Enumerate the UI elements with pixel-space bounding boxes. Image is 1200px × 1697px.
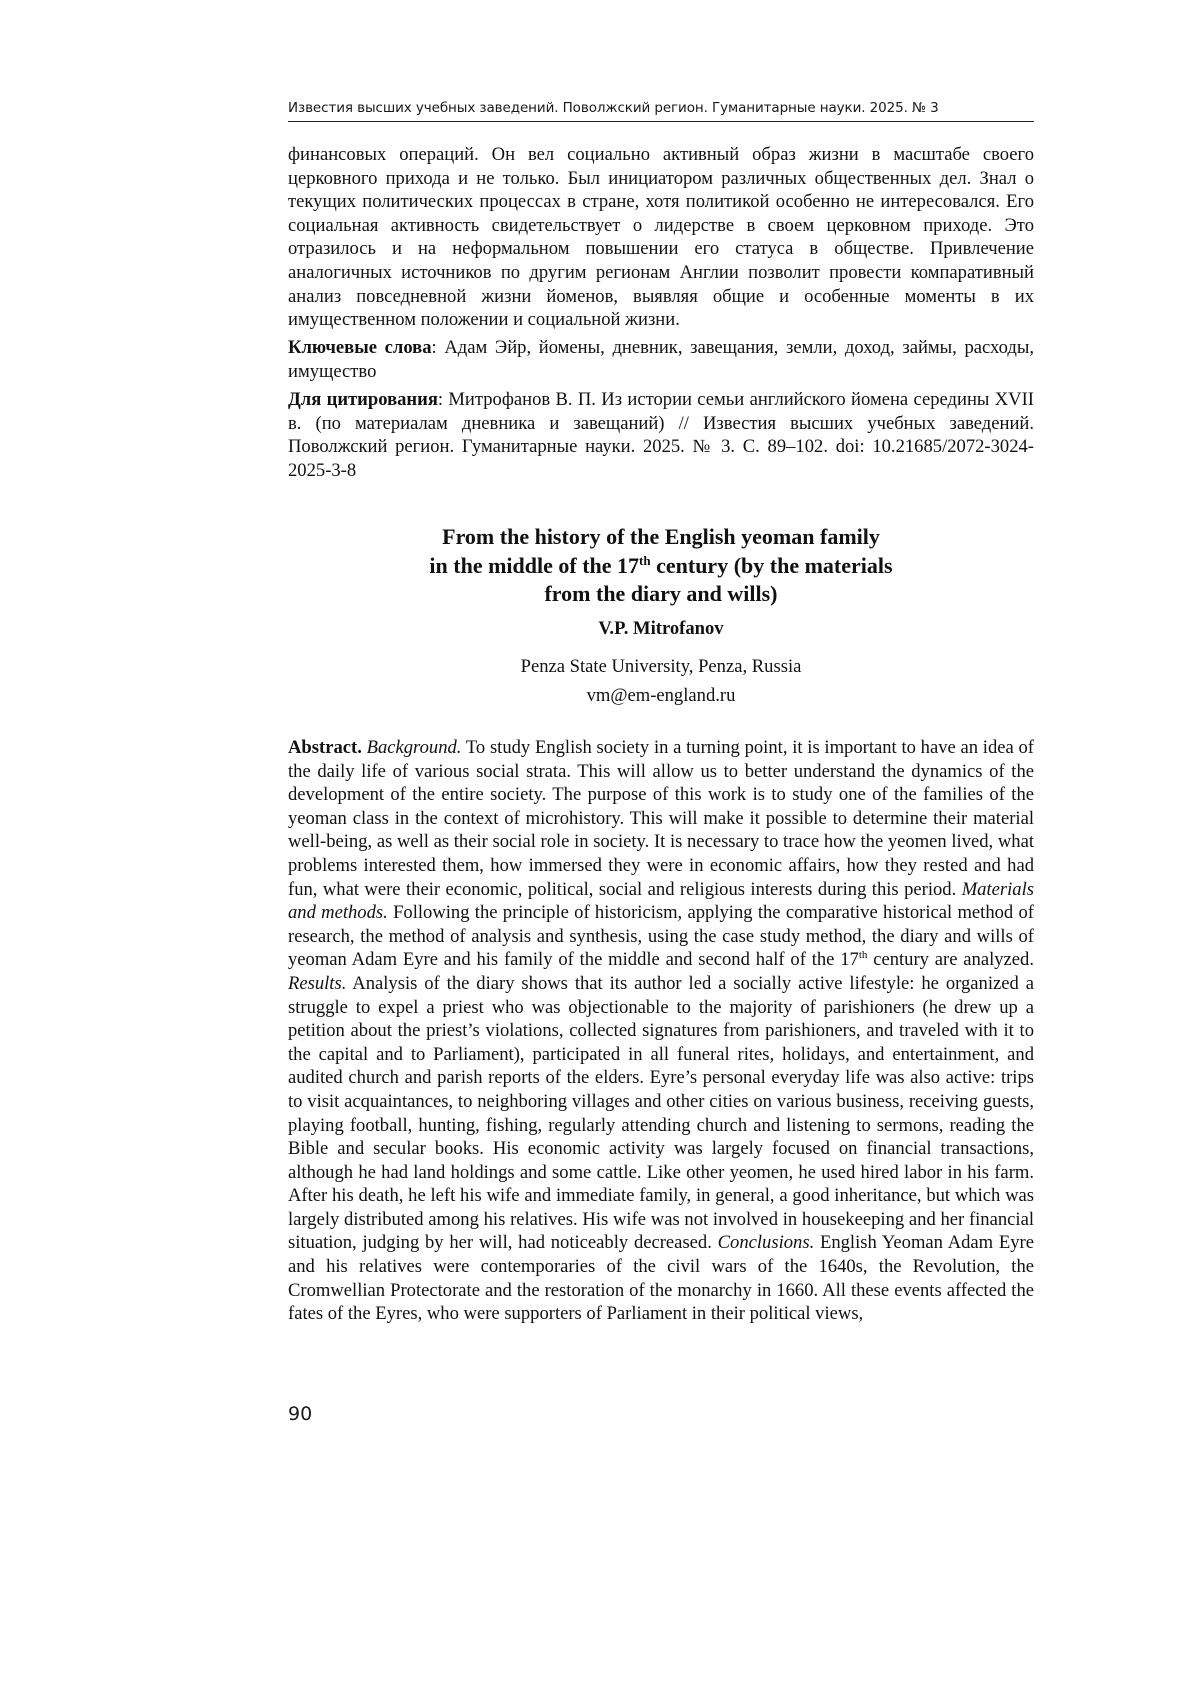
title-line-1: From the history of the English yeoman family [442,524,880,549]
background-label: Background. [366,737,462,758]
abstract-label: Abstract. [288,737,362,758]
author-email: vm@em-england.ru [586,685,736,706]
english-abstract [288,736,1034,1326]
article-title [288,523,1034,609]
title-line-2-start: in the middle of the 17 [429,552,640,578]
citation-label: Для цитирования [288,389,438,410]
author-affiliation-block [288,652,1034,710]
title-superscript: th [639,552,651,568]
methods-text-end: century are analyzed. [867,949,1034,971]
background-text: To study English society in a turning point, it is important to have an idea of the daily life of various social strata. This will allow us to better understand the dynamics of the development of the entire society. The purpose of this work is to study one of the families of the yeoman class in the context of microhistory. This will make it possible to determine their material well-being, as well as their social role in society. It is necessary to trace how the yeomen lived, what problems interested them, how immersed they were in economic affairs, how they rested and had fun, what were their economic, political, social and religious interests during this period. [288,737,1034,900]
affiliation: Penza State University, Penza, Russia [520,656,802,677]
methods-superscript: th [858,949,868,962]
title-line-3: from the diary and wills) [544,581,778,606]
conclusions-label: Conclusions. [717,1232,815,1254]
running-head: Известия высших учебных заведений. Поволжский регион. Гуманитарные науки. 2025. № 3 [288,100,1034,122]
citation-text: : Митрофанов В. П. Из истории семьи английского йомена середины XVII в. (по материалам дневника и завещаний) // Известия высших учебных заведений. Поволжский регион. Гуманитарные науки. 2025. № 3. С. 89–102. doi: 10.21685/2072-3024-2025-3-8 [288,389,1034,481]
title-line-2 [288,552,1034,581]
results-label: Results. [288,972,347,994]
russian-abstract-conclusion [288,143,1034,332]
title-line-2-end: century (by the materials [650,552,893,578]
conclusions-text: English Yeoman Adam Eyre and his relatives were contemporaries of the civil wars of the 1640s, the Revolution, the Cromwellian Protectorate and the restoration of the monarchy in 1660. All these events affected the fates of the Eyres, who were supporters of Parliament in their political views, [288,1232,1034,1325]
keywords-label: Ключевые слова [288,337,432,358]
methods-text: Following the principle of historicism, applying the comparative historical method of research, the method of analysis and synthesis, using the case study method, the diary and wills of yeoman Adam Eyre and his family of the middle and second half of the 17 [288,902,1034,971]
page-number: 90 [288,1403,313,1425]
keywords-text: : Адам Эйр, йомены, дневник, завещания, земли, доход, займы, расходы, имущество [288,337,1034,382]
russian-paragraph: финансовых операций. Он вел социально активный образ жизни в масштабе своего церковного прихода и не только. Был инициатором различных общественных дел. Знал о текущих политических процессах в стране, хотя политикой особенно не интересовался. Его социальная активность свидетельствует о лидерстве в своем церковном приходе. Это отразилось и на неформальном повышении его статуса в обществе. Привлечение аналогичных источников по другим регионам Англии позволит провести компаративный анализ повседневной жизни йоменов, выявляя общие и особенные моменты в их имущественном положении и социальной жизни. [288,144,1034,331]
author-name: V.P. Mitrofanov [598,618,724,639]
keywords-paragraph [288,336,1034,383]
citation-paragraph [288,388,1034,482]
results-text: Analysis of the diary shows that its author led a socially active lifestyle: he organized a struggle to expel a priest who was objectionable to the majority of parishioners (he drew up a petition about the priest’s violations, collected signatures from parishioners, and traveled with it to the capital and to Parliament), participated in all funeral rites, holidays, and entertainment, and audited church and parish reports of the elders. Eyre’s personal everyday life was also active: trips to visit acquaintances, to neighboring villages and other cities on various business, receiving guests, playing football, hunting, fishing, regularly attending church and listening to sermons, reading the Bible and secular books. His economic activity was largely focused on financial transactions, although he had land holdings and some cattle. Like other yeomen, he used hired labor in his farm. After his death, he left his wife and immediate family, in general, a good inheritance, but which was largely distributed among his relatives. His wife was not involved in housekeeping and her financial situation, judging by her will, had noticeably decreased. [288,972,1034,1254]
methods-label: Materials and methods. [288,878,1034,924]
